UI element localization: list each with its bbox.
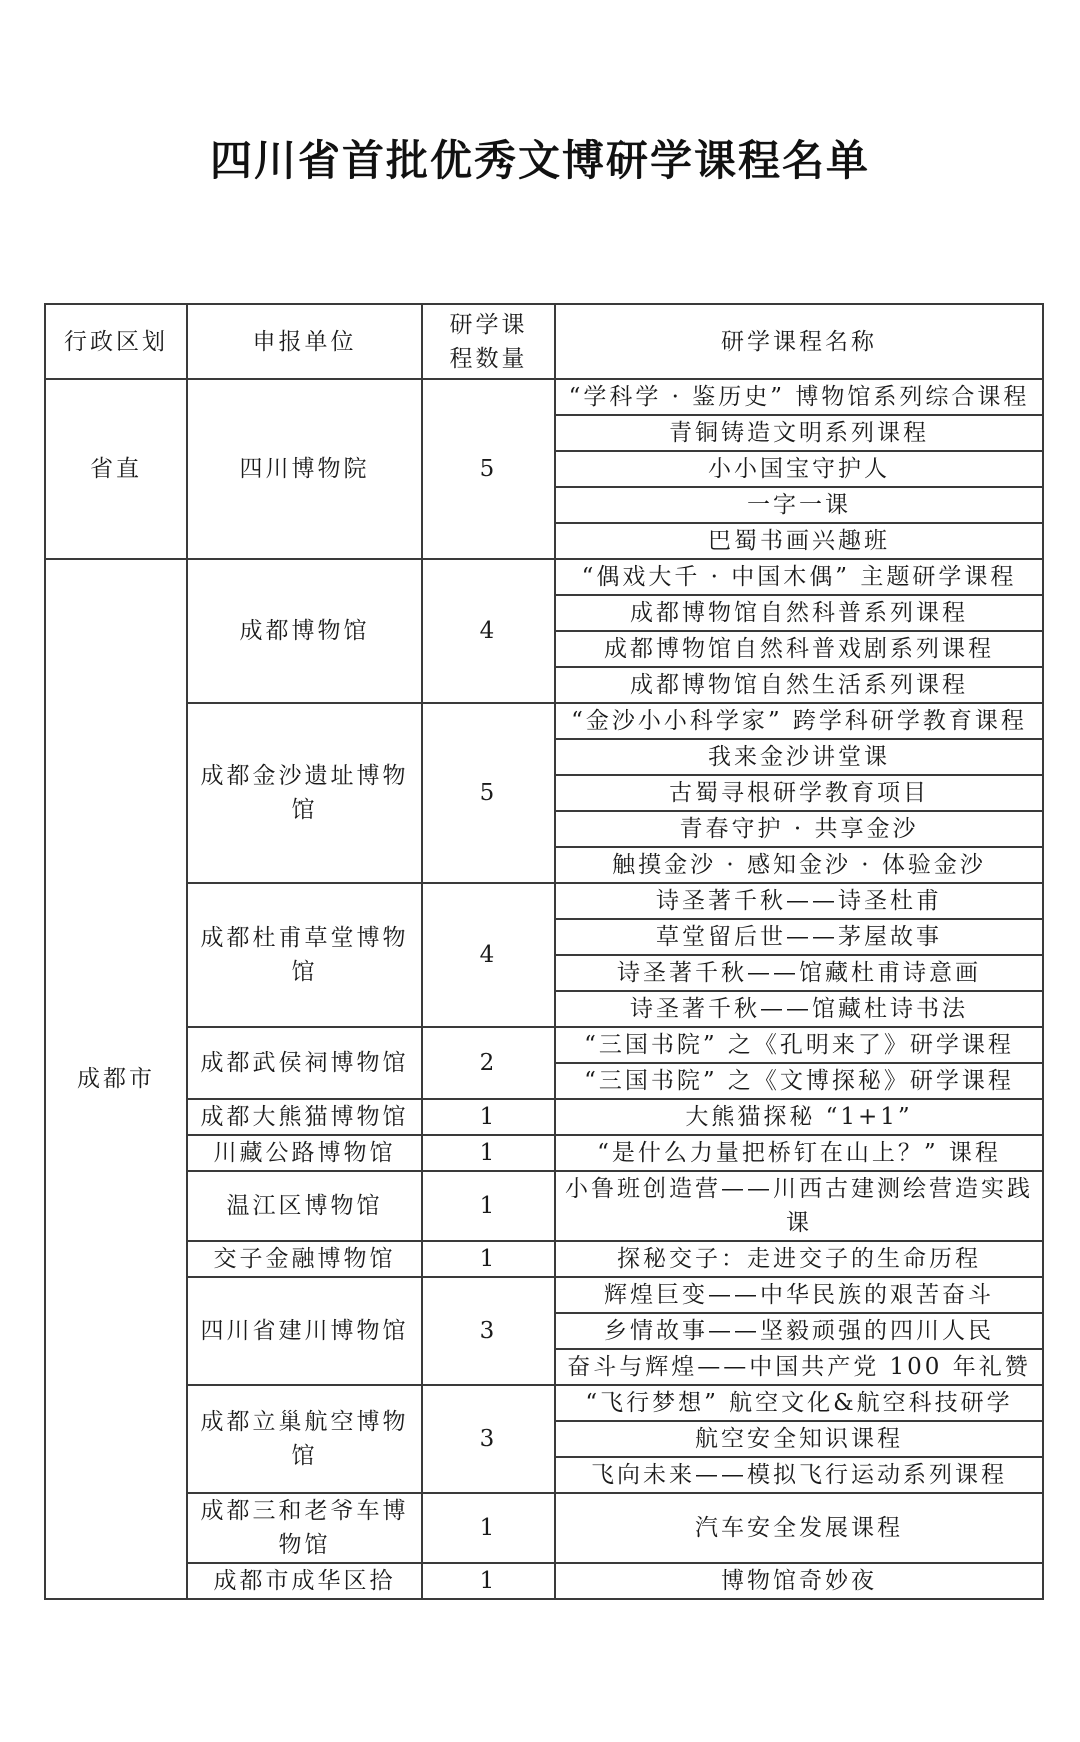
course-name-cell: 诗圣著千秋——馆藏杜甫诗意画	[555, 955, 1043, 991]
unit-cell: 成都金沙遗址博物馆	[187, 703, 422, 883]
table-row	[45, 1135, 1043, 1171]
course-name-cell: 成都博物馆自然科普戏剧系列课程	[555, 631, 1043, 667]
region-cell: 省直	[45, 379, 187, 559]
course-name-cell: 一字一课	[555, 487, 1043, 523]
unit-cell: 成都杜甫草堂博物馆	[187, 883, 422, 1027]
course-name-cell: 航空安全知识课程	[555, 1421, 1043, 1457]
table-row	[45, 883, 1043, 919]
course-name-cell: “三国书院” 之《孔明来了》研学课程	[555, 1027, 1043, 1063]
page-title: 四川省首批优秀文博研学课程名单	[209, 136, 870, 185]
course-name-cell: 青铜铸造文明系列课程	[555, 415, 1043, 451]
course-name-cell: 触摸金沙 · 感知金沙 · 体验金沙	[555, 847, 1043, 883]
table-row	[45, 379, 1043, 415]
unit-cell: 四川博物院	[187, 379, 422, 559]
course-name-cell: “金沙小小科学家” 跨学科研学教育课程	[555, 703, 1043, 739]
course-roster-table	[44, 303, 1044, 1600]
course-count-cell: 1	[422, 1135, 555, 1171]
unit-cell: 成都立巢航空博物馆	[187, 1385, 422, 1493]
header-course-name: 研学课程名称	[555, 304, 1043, 379]
course-count-cell: 4	[422, 883, 555, 1027]
course-name-cell: “飞行梦想” 航空文化&航空科技研学	[555, 1385, 1043, 1421]
course-count-cell: 1	[422, 1563, 555, 1599]
course-name-cell: 探秘交子：走进交子的生命历程	[555, 1241, 1043, 1277]
course-count-cell: 4	[422, 559, 555, 703]
course-name-cell: 我来金沙讲堂课	[555, 739, 1043, 775]
course-name-cell: 大熊猫探秘 “1+1”	[555, 1099, 1043, 1135]
course-name-cell: 博物馆奇妙夜	[555, 1563, 1043, 1599]
course-count-cell: 3	[422, 1277, 555, 1385]
course-name-cell: 诗圣著千秋——诗圣杜甫	[555, 883, 1043, 919]
unit-cell: 成都武侯祠博物馆	[187, 1027, 422, 1099]
course-name-cell: 诗圣著千秋——馆藏杜诗书法	[555, 991, 1043, 1027]
unit-cell: 成都三和老爷车博物馆	[187, 1493, 422, 1563]
course-name-cell: 乡情故事——坚毅顽强的四川人民	[555, 1313, 1043, 1349]
course-count-cell: 1	[422, 1493, 555, 1563]
course-name-cell: 小小国宝守护人	[555, 451, 1043, 487]
course-count-cell: 5	[422, 703, 555, 883]
header-region: 行政区划	[45, 304, 187, 379]
table-row	[45, 1493, 1043, 1563]
course-name-cell: 青春守护 · 共享金沙	[555, 811, 1043, 847]
unit-cell: 四川省建川博物馆	[187, 1277, 422, 1385]
table-row	[45, 559, 1043, 595]
table-row	[45, 1241, 1043, 1277]
table-row	[45, 1171, 1043, 1241]
course-name-cell: “学科学 · 鉴历史” 博物馆系列综合课程	[555, 379, 1043, 415]
course-name-cell: 辉煌巨变——中华民族的艰苦奋斗	[555, 1277, 1043, 1313]
table-row	[45, 1277, 1043, 1313]
unit-cell: 成都市成华区拾	[187, 1563, 422, 1599]
region-cell: 成都市	[45, 559, 187, 1599]
course-name-cell: “三国书院” 之《文博探秘》研学课程	[555, 1063, 1043, 1099]
table-header-row	[45, 304, 1043, 379]
course-name-cell: 巴蜀书画兴趣班	[555, 523, 1043, 559]
course-name-cell: “偶戏大千 · 中国木偶” 主题研学课程	[555, 559, 1043, 595]
unit-cell: 温江区博物馆	[187, 1171, 422, 1241]
course-count-cell: 1	[422, 1241, 555, 1277]
table-row	[45, 1099, 1043, 1135]
unit-cell: 成都大熊猫博物馆	[187, 1099, 422, 1135]
course-name-cell: 古蜀寻根研学教育项目	[555, 775, 1043, 811]
course-name-cell: 成都博物馆自然生活系列课程	[555, 667, 1043, 703]
table-row	[45, 1563, 1043, 1599]
unit-cell: 川藏公路博物馆	[187, 1135, 422, 1171]
course-name-cell: 奋斗与辉煌——中国共产党 100 年礼赞	[555, 1349, 1043, 1385]
header-unit: 申报单位	[187, 304, 422, 379]
course-count-cell: 1	[422, 1171, 555, 1241]
course-count-cell: 2	[422, 1027, 555, 1099]
unit-cell: 成都博物馆	[187, 559, 422, 703]
table-row	[45, 703, 1043, 739]
course-count-cell: 3	[422, 1385, 555, 1493]
table-row	[45, 1385, 1043, 1421]
unit-cell: 交子金融博物馆	[187, 1241, 422, 1277]
course-count-cell: 1	[422, 1099, 555, 1135]
course-name-cell: 草堂留后世——茅屋故事	[555, 919, 1043, 955]
table-body	[45, 379, 1043, 1599]
course-name-cell: “是什么力量把桥钉在山上？” 课程	[555, 1135, 1043, 1171]
course-name-cell: 成都博物馆自然科普系列课程	[555, 595, 1043, 631]
course-name-cell: 小鲁班创造营——川西古建测绘营造实践课	[555, 1171, 1043, 1241]
course-count-cell: 5	[422, 379, 555, 559]
header-course-count: 研学课程数量	[422, 304, 555, 379]
course-name-cell: 汽车安全发展课程	[555, 1493, 1043, 1563]
table-row	[45, 1027, 1043, 1063]
course-name-cell: 飞向未来——模拟飞行运动系列课程	[555, 1457, 1043, 1493]
